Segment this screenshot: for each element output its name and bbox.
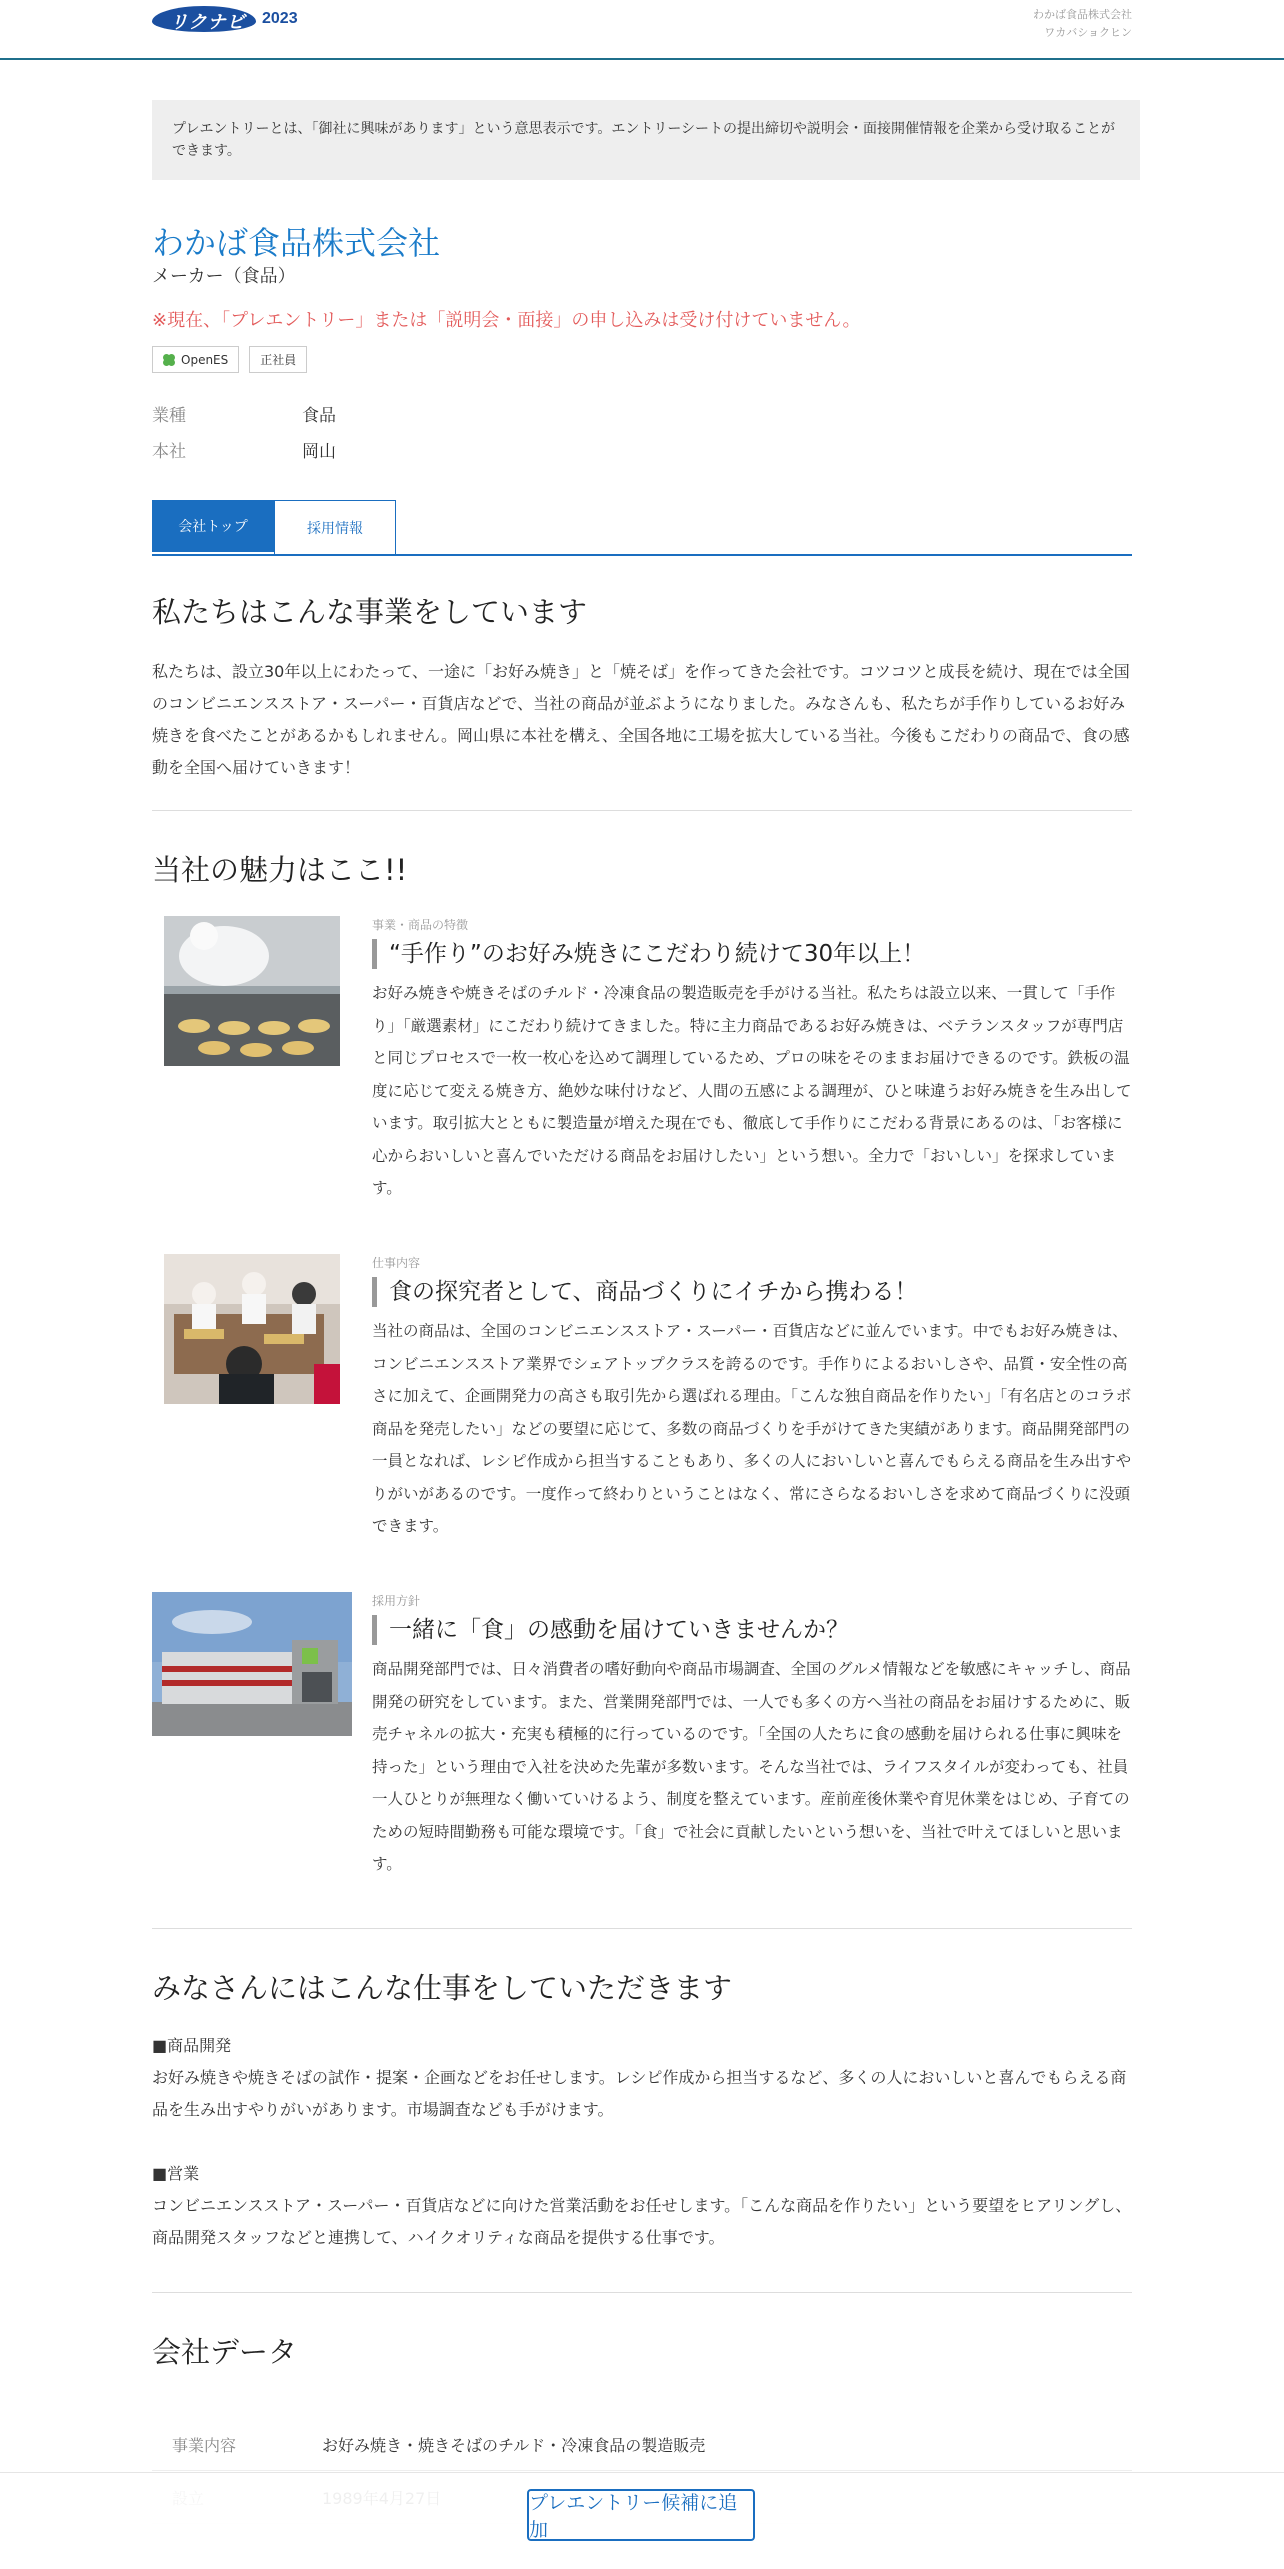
info-label: 業種	[152, 406, 186, 426]
company-info	[152, 398, 336, 470]
header-company-kana: ワカバショクヒン	[1044, 26, 1132, 39]
appeal-title: 一緒に「食」の感動を届けていきませんか？	[372, 1615, 1132, 1645]
job-body: コンビニエンスストア・スーパー・百貨店などに向けた営業活動をお任せします。「こんな商品を作りたい」という要望をヒアリングし、商品開発スタッフなどと連携して、ハイクオリティな商品を提供する仕事です。	[152, 2196, 1132, 2247]
appeal-title: 食の探究者として、商品づくりにイチから携わる！	[372, 1277, 1132, 1307]
tag-openes	[152, 346, 239, 373]
data-value: お好み焼き・焼きそばのチルド・冷凍食品の製造販売	[322, 2435, 706, 2455]
rikunabi-logo[interactable]	[152, 4, 298, 34]
appeal-item-2	[152, 1254, 1132, 1554]
product-development-photo	[164, 1254, 340, 1404]
company-data-row	[152, 2418, 1132, 2471]
appeal-item-content	[372, 1254, 1132, 1543]
jobs-heading: みなさんにはこんな仕事をしていただきます	[152, 1971, 733, 2005]
divider	[152, 2292, 1132, 2293]
job-body: お好み焼きや焼きそばの試作・提案・企画などをお任せします。レシピ作成から担当するなど、多くの人においしいと喜んでもらえる商品を生み出すやりがいがあります。市場調査なども手がけます。	[152, 2068, 1127, 2119]
clover-icon	[163, 354, 175, 366]
appeal-category: 事業・商品の特徴	[372, 918, 469, 932]
info-value: 食品	[302, 406, 336, 426]
tag-label: OpenES	[181, 352, 229, 367]
company-data-heading: 会社データ	[152, 2335, 298, 2369]
header-company	[1033, 6, 1132, 42]
job-item-sales	[152, 2158, 1132, 2254]
logo-year: 2023	[262, 10, 298, 27]
appeal-body: 商品開発部門では、日々消費者の嗜好動向や商品市場調査、全国のグルメ情報などを敏感にキャッチし、商品開発の研究をしています。また、営業開発部門では、一人でも多くの方へ当社の商品をお届けするために、販売チャネルの拡大・充実も積極的に行っているのです。「全国の人たちに食の感動を届けられる仕事に興味を持った」という理由で入社を決めた先輩が多数います。そんな当社では、ライフスタイルが変わっても、社員一人ひとりが無理なく働いていけるよう、制度を整えています。産前産後休業や育児休業をはじめ、子育てのための短時間勤務も可能な環境です。「食」で社会に貢献したいという想いを、当社で叶えてほしいと思います。	[372, 1660, 1131, 1873]
company-category: メーカー（食品）	[152, 266, 296, 287]
appeal-item-content	[372, 1592, 1132, 1881]
divider	[152, 1928, 1132, 1929]
business-body: 私たちは、設立30年以上にわたって、一途に「お好み焼き」と「焼そば」を作ってきた会社です。コツコツと成長を続け、現在では全国のコンビニエンスストア・スーパー・百貨店などで、当社の商品が並ぶようになりました。みなさんも、私たちが手作りしているお好み焼きを食べたことがあるかもしれません。岡山県に本社を構え、全国各地に工場を拡大している当社。今後もこだわりの商品で、食の感動を全国へ届けていきます！	[152, 662, 1130, 777]
tab-company-top[interactable]: 会社トップ	[152, 500, 274, 552]
site-header	[0, 0, 1284, 60]
job-title: ■商品開発	[152, 2036, 232, 2055]
appeal-heading: 当社の魅力はここ!!	[152, 853, 408, 887]
appeal-body: 当社の商品は、全国のコンビニエンスストア・スーパー・百貨店などに並んでいます。中でもお好み焼きは、コンビニエンスストア業界でシェアトップクラスを誇るのです。手作りによるおいしさや、品質・安全性の高さに加えて、企画開発力の高さも取引先から選ばれる理由。「こんな独自商品を作りたい」「有名店とのコラボ商品を発売したい」などの要望に応じて、多数の商品づくりを手がけてきた実績があります。商品開発部門の一員となれば、レシピ作成から担当することもあり、多くの人においしいと喜んでもらえる商品を生み出すやりがいがあるのです。一度作って終わりということはなく、常にさらなるおいしさを求めて商品づくりに没頭できます。	[372, 1322, 1132, 1535]
logo-text: リクナビ	[170, 12, 246, 32]
entry-closed-warning: ※現在、「プレエントリー」または「説明会・面接」の申し込みは受け付けていません。	[152, 310, 861, 331]
job-item-development	[152, 2030, 1132, 2126]
appeal-body: お好み焼きや焼きそばのチルド・冷凍食品の製造販売を手がける当社。私たちは設立以来、一貫して「手作り」「厳選素材」にこだわり続けてきました。特に主力商品であるお好み焼きは、ベテランスタッフが専門店と同じプロセスで一枚一枚心を込めて調理しているため、プロの味をそのままお届けできるのです。鉄板の温度に応じて変える焼き方、絶妙な味付けなど、人間の五感による調理が、ひと味違うお好み焼きを生み出しています。取引拡大とともに製造量が増えた現在でも、徹底して手作りにこだわる背景にあるのは、「お客様に心からおいしいと喜んでいただける商品をお届けしたい」という想い。全力で「おいしい」を探求しています。	[372, 984, 1132, 1197]
info-label: 本社	[152, 442, 186, 462]
appeal-item-1	[152, 916, 1132, 1216]
tag-fulltime	[249, 346, 307, 373]
info-row-hq	[152, 434, 336, 470]
factory-building-photo	[152, 1592, 352, 1736]
data-label: 事業内容	[172, 2435, 237, 2455]
divider	[152, 810, 1132, 811]
appeal-category: 仕事内容	[372, 1256, 421, 1270]
info-value: 岡山	[302, 442, 336, 462]
tab-recruit-info[interactable]: 採用情報	[274, 500, 396, 554]
page-tabs	[152, 500, 1132, 556]
header-company-name: わかば食品株式会社	[1033, 8, 1132, 21]
company-name: わかば食品株式会社	[152, 224, 441, 262]
factory-okonomiyaki-photo	[164, 916, 340, 1066]
tag-list	[152, 346, 307, 373]
sticky-bottom-bar	[0, 2472, 1284, 2569]
add-preentry-candidate-button[interactable]: プレエントリー候補に追加	[527, 2489, 755, 2541]
business-heading: 私たちはこんな事業をしています	[152, 595, 588, 629]
appeal-category: 採用方針	[372, 1594, 421, 1608]
tag-label: 正社員	[260, 353, 297, 367]
appeal-item-content	[372, 916, 1132, 1205]
info-row-industry	[152, 398, 336, 434]
appeal-item-3	[152, 1592, 1132, 1892]
job-title: ■営業	[152, 2164, 200, 2183]
preentry-notice: プレエントリーとは、「御社に興味があります」という意思表示です。エントリーシートの提出締切や説明会・面接開催情報を企業から受け取ることができます。	[152, 100, 1140, 180]
appeal-title: “手作り”のお好み焼きにこだわり続けて30年以上！	[372, 939, 1132, 969]
logo-mark	[152, 6, 256, 32]
